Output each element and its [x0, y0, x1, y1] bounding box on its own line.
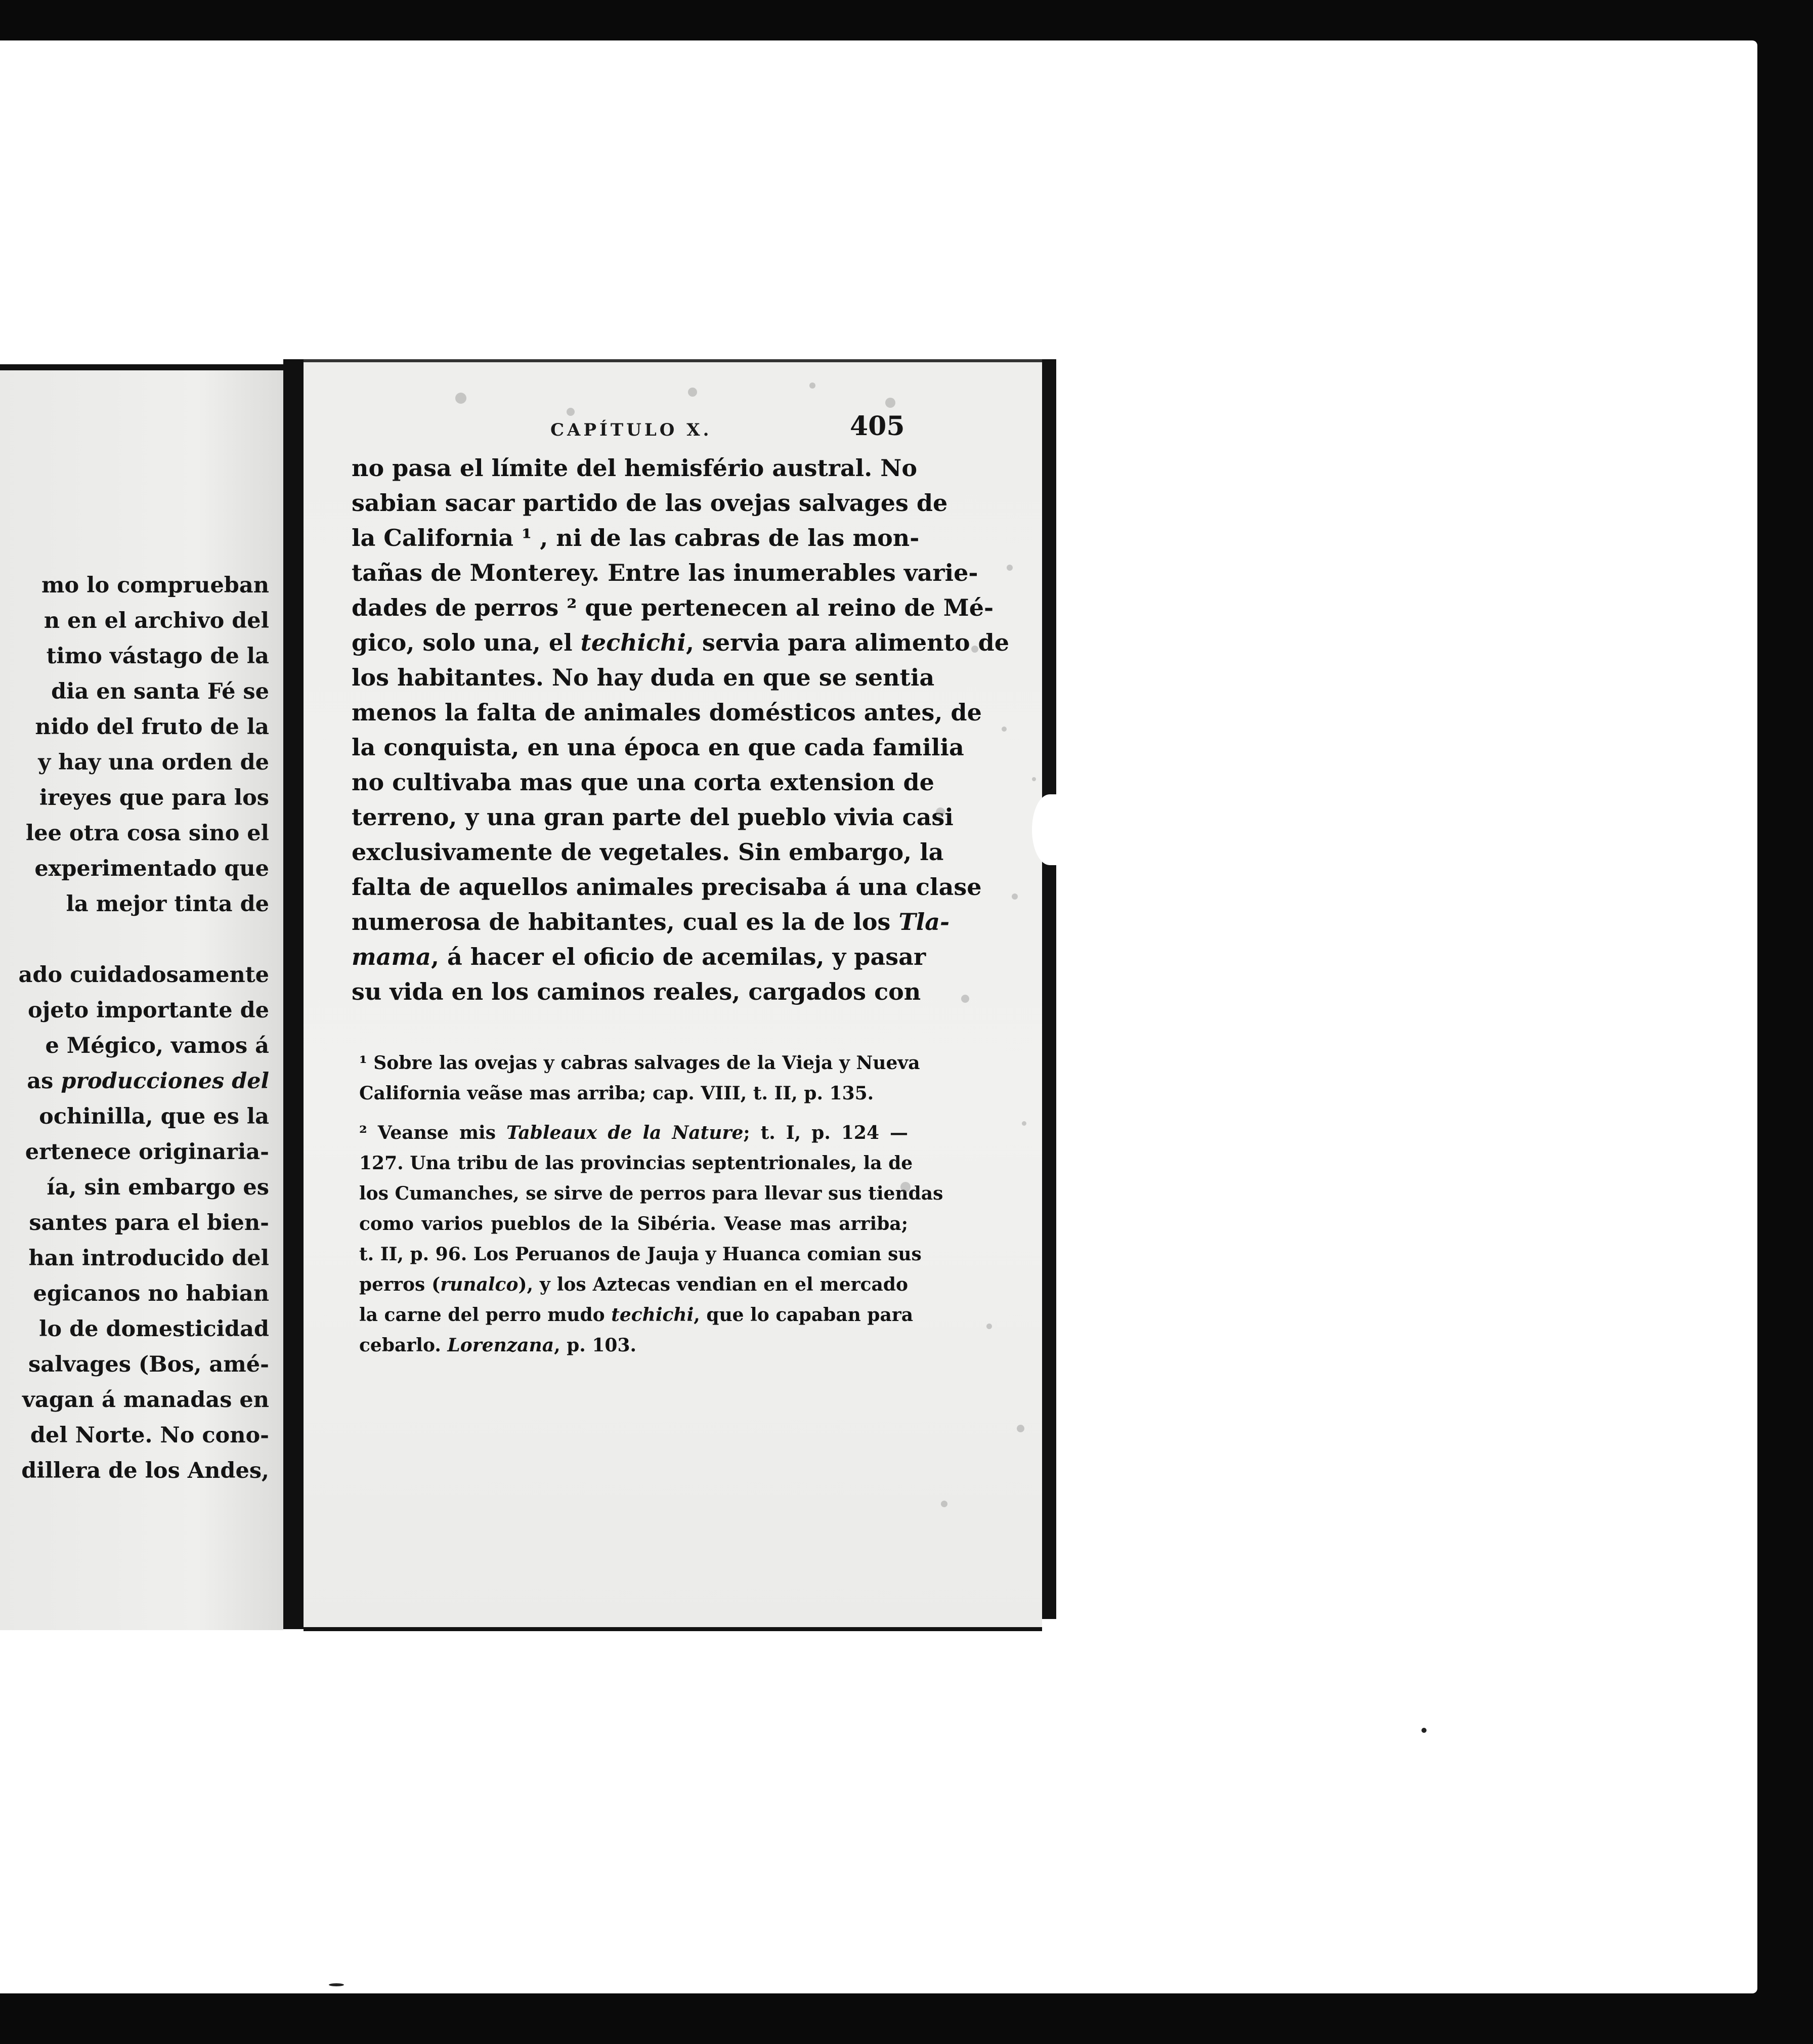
left-page-line: salvages (Bos, amé- [28, 1352, 269, 1377]
footnotes [359, 1048, 943, 1360]
left-page-line: mo lo comprueban [41, 573, 269, 598]
text-line: los habitantes. No hay duda en que se sentia [352, 664, 935, 691]
left-page-line: del Norte. No cono- [30, 1423, 269, 1448]
left-page [0, 364, 283, 1630]
text-line: exclusivamente de vegetales. Sin embargo, la [352, 838, 944, 866]
left-page-line [6, 922, 269, 957]
left-page-line: egicanos no habian [33, 1281, 269, 1306]
left-page-line: as producciones del [27, 1069, 269, 1094]
left-page-text [6, 497, 269, 1559]
text-line: como varios pueblos de la Sibéria. Vease mas arriba; [359, 1213, 908, 1234]
left-page-line: ertenece originaria- [25, 1139, 269, 1165]
paper-speckle [986, 1324, 992, 1329]
page-number: 405 [850, 411, 905, 442]
text-line: falta de aquellos animales precisaba á una clase [352, 873, 982, 901]
left-page-line: timo vástago de la [46, 644, 269, 669]
running-head: CAPÍTULO X. [550, 420, 712, 440]
text-line: California veãse mas arriba; cap. VIII, t. II, p. 135. [359, 1083, 874, 1104]
left-page-line: ado cuidadosamente [18, 962, 269, 988]
left-page-line: santes para el bien- [29, 1210, 269, 1236]
paper-speckle [900, 1182, 911, 1192]
paper-speckle [1012, 893, 1018, 900]
left-page-line: lee otra cosa sino el [25, 821, 269, 846]
text-line: sabian sacar partido de las ovejas salvages de [352, 489, 948, 517]
text-line: no pasa el límite del hemisfério austral. No [352, 454, 918, 482]
text-line: los Cumanches, se sirve de perros para llevar sus tiendas [359, 1183, 943, 1204]
dust-speck [1421, 1728, 1427, 1733]
right-page [304, 359, 1042, 1631]
text-line: tañas de Monterey. Entre las inumerables varie- [352, 559, 978, 586]
text-line: no cultivaba mas que una corta extension de [352, 769, 934, 796]
paper-speckle [971, 646, 978, 653]
text-line: cebarlo. Lorenzana, p. 103. [359, 1335, 637, 1356]
paper-speckle [567, 408, 575, 416]
left-page-line: han introducido del [28, 1246, 269, 1271]
footnote-gap [359, 1109, 908, 1118]
torn-page-edge [1032, 794, 1067, 865]
left-page-line: la mejor tinta de [66, 891, 269, 917]
paper-speckle [1032, 777, 1036, 781]
left-page-line: experimentado que [34, 856, 269, 881]
text-line: la carne del perro mudo techichi, que lo capaban para [359, 1304, 914, 1326]
left-page-line: lo de domesticidad [39, 1316, 269, 1342]
book-gutter [283, 359, 304, 1629]
left-page-line: ireyes que para los [39, 785, 269, 811]
film-border-right [1757, 30, 1813, 2004]
text-line: gico, solo una, el techichi, servia para alimento de [352, 629, 1009, 656]
left-page-line: e Mégico, vamos á [45, 1033, 269, 1058]
text-line: la California ¹ , ni de las cabras de las mon- [352, 524, 920, 551]
paper-speckle [1002, 727, 1007, 732]
body-text [352, 451, 1009, 1009]
text-line: su vida en los caminos reales, cargados con [352, 978, 921, 1005]
paper-speckle [688, 388, 697, 397]
paper-speckle [1007, 565, 1013, 571]
paper-speckle [1017, 1425, 1024, 1432]
film-border-bottom [0, 1993, 1813, 2044]
paper-speckle [455, 393, 466, 404]
dust-speck [329, 1983, 344, 1986]
left-page-line: dillera de los Andes, [21, 1458, 269, 1483]
text-line: 127. Una tribu de las provincias septentrionales, la de [359, 1153, 913, 1174]
left-page-line: y hay una orden de [38, 750, 269, 775]
text-line: la conquista, en una época en que cada familia [352, 734, 964, 761]
text-line: ² Veanse mis Tableaux de la Nature; t. I, p. 124 — [359, 1122, 909, 1143]
paper-speckle [941, 1501, 947, 1507]
left-page-line: vagan á manadas en [22, 1387, 269, 1413]
open-book [0, 354, 1093, 1634]
paper-speckle [809, 382, 815, 389]
left-page-line: ía, sin embargo es [47, 1175, 269, 1200]
text-line: terreno, y una gran parte del pueblo vivia casi [352, 803, 954, 831]
text-line: mama, á hacer el oficio de acemilas, y pasar [352, 943, 926, 970]
text-line: perros (runalco), y los Aztecas vendian en el mercado [359, 1274, 908, 1295]
page-edge-shadow [1042, 359, 1056, 1619]
left-page-line: n en el archivo del [44, 608, 269, 633]
text-line: ¹ Sobre las ovejas y cabras salvages de la Vieja y Nueva [359, 1052, 920, 1074]
left-page-line: dia en santa Fé se [51, 679, 269, 704]
paper-speckle [936, 807, 945, 817]
paper-speckle [961, 995, 969, 1003]
text-line: dades de perros ² que pertenecen al reino de Mé- [352, 594, 994, 621]
paper-speckle [1022, 1121, 1026, 1126]
text-line: t. II, p. 96. Los Peruanos de Jauja y Huanca comian sus [359, 1244, 922, 1265]
left-page-line: nido del fruto de la [35, 714, 269, 740]
left-page-line: ochinilla, que es la [39, 1104, 269, 1129]
text-line: numerosa de habitantes, cual es la de los Tla- [352, 908, 950, 935]
left-page-line: ojeto importante de [28, 998, 269, 1023]
text-line: menos la falta de animales domésticos antes, de [352, 699, 982, 726]
paper-speckle [885, 398, 895, 408]
